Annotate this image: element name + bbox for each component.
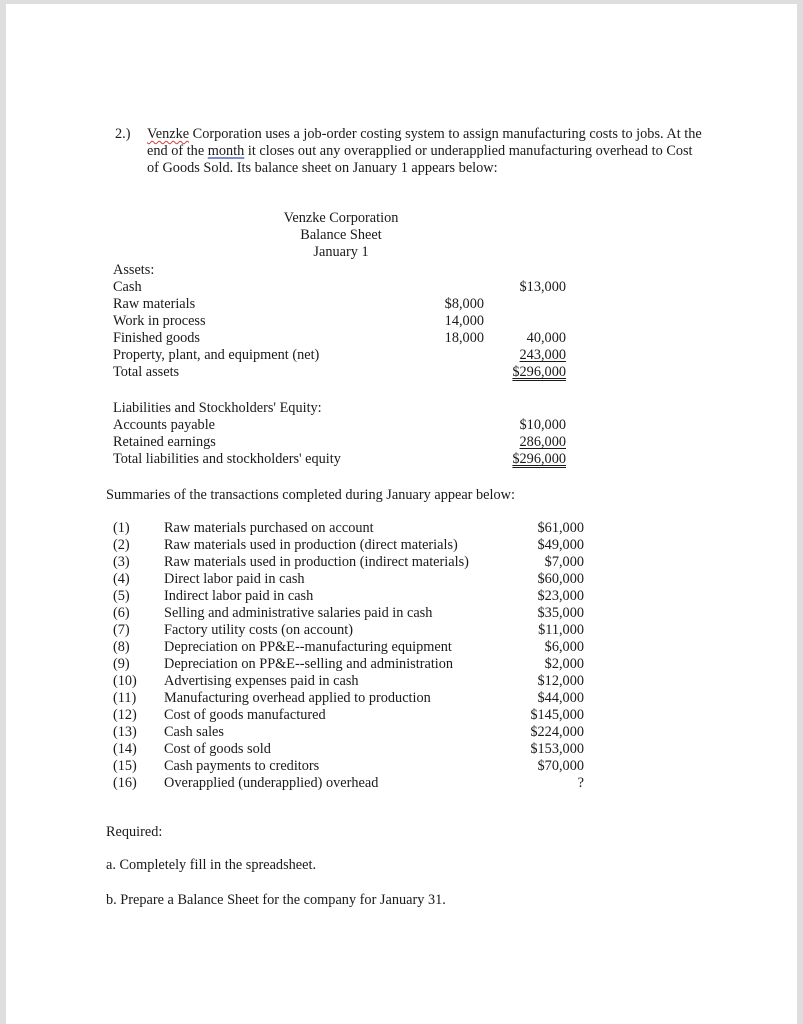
problem-paragraph: Venzke Corporation uses a job-order costing system to assign manufacturing costs to jobs. At the end of the month it closes out any overapplied or underapplied manufacturing overhead to Cost of Goods Sold. Its balance sheet on January 1 appears below: xyxy=(147,126,702,176)
asset-label: Raw materials xyxy=(113,296,196,312)
total-liabilities-label: Total liabilities and stockholders' equity xyxy=(113,451,341,467)
asset-label: Work in process xyxy=(113,313,206,329)
asset-col2: 40,000 xyxy=(526,330,566,346)
required-header: Required: xyxy=(106,824,163,840)
transactions-intro: Summaries of the transactions completed during January appear below: xyxy=(106,487,515,503)
asset-col2: $13,000 xyxy=(519,279,566,295)
company-name: Venzke Corporation xyxy=(283,210,399,226)
total-liabilities-value: $296,000 xyxy=(512,451,566,467)
required-item-b: b. Prepare a Balance Sheet for the company for January 31. xyxy=(106,892,446,908)
statement-date: January 1 xyxy=(313,244,369,260)
asset-col1: 18,000 xyxy=(444,330,484,346)
statement-title: Balance Sheet xyxy=(300,227,382,243)
liability-label: Retained earnings xyxy=(113,434,216,450)
liability-label: Accounts payable xyxy=(113,417,216,433)
asset-label: Cash xyxy=(113,279,142,295)
liability-value: 286,000 xyxy=(519,434,566,450)
asset-col1: $8,000 xyxy=(444,296,484,312)
liability-value: $10,000 xyxy=(519,417,566,433)
liabilities-header: Liabilities and Stockholders' Equity: xyxy=(113,400,322,416)
asset-col1: 14,000 xyxy=(444,313,484,329)
total-assets-label: Total assets xyxy=(113,364,180,380)
spellcheck-word[interactable]: Venzke xyxy=(147,126,190,142)
problem-number: 2.) xyxy=(115,126,131,142)
assets-header: Assets: xyxy=(113,262,155,278)
required-item-a: a. Completely fill in the spreadsheet. xyxy=(106,857,317,873)
document-page: 2.) Venzke Corporation uses a job-order costing system to assign manufacturing costs to jobs. At the end of the month it closes out any overapplied or underapplied manufacturing overhead to Cost of Goods Sold. Its balance sheet on January 1 appears below: Venzke Corporation Balance Sheet January 1 Assets: Cash $13,000 Raw materials $8,000 Work in process 14,000 Finished goods 18,000 40,000 Property, plant, and equipment (net) 243,000 Total assets $296,000 Liabilities and Stockholders' Equity: Accounts payable $10,000 Retained earnings 286,000 Total liabilities and stockholders' equity $296,000 Summaries of the transactions completed during January appear below: (1) Raw materials purchased on account $61,000 (2) Raw materials used in production (direct materials) $49,000 (3) Raw materials used in production (indirect materials) $7,000 (4) Direct labor paid in cash $60,000 (5) Indirect labor paid in cash $23,000 (6) Selling and administrative salaries paid in cash $35,000 (7) Factory utility costs (on account) $11,000 (8) Depreciation on PP&E--manufacturing equipment $6,000 (9) Depreciation on PP&E--selling and administration $2,000 (10) Advertising expenses paid in cash $12,000 (11) Manufacturing overhead applied to production $44,000 (12) Cost of goods manufactured $145,000 (13) Cash sales $224,000 (14) Cost of goods sold $153,000 (15) Cash payments to creditors $70,000 (16) Overapplied (underapplied) overhead ? Required: a. Completely fill in the spreadsheet. b. Prepare a Balance Sheet for the company for January 31. xyxy=(6,4,797,1024)
asset-label: Property, plant, and equipment (net) xyxy=(113,347,320,363)
total-assets-value: $296,000 xyxy=(512,364,566,380)
grammar-flag-word[interactable]: month xyxy=(207,143,245,159)
asset-label: Finished goods xyxy=(113,330,200,346)
asset-col2: 243,000 xyxy=(519,347,566,363)
